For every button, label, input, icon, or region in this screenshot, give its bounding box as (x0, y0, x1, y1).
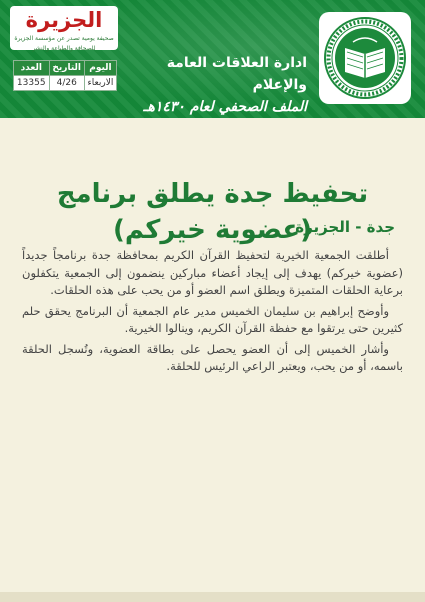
issue-values-row (14, 76, 117, 91)
page-header (0, 0, 425, 118)
quran-emblem-icon (323, 16, 407, 100)
newspaper-name: الجزيرة (25, 8, 103, 32)
footer-band (0, 592, 425, 602)
article-dateline: جدة - الجزيرة (295, 218, 395, 236)
day-value: الاربعاء (84, 76, 116, 91)
society-logo (319, 12, 411, 104)
newspaper-logo (10, 6, 118, 50)
date-value: 4/26 (49, 76, 84, 91)
date-header: التاريخ (49, 61, 84, 76)
article-paragraph: وأشار الخميس إلى أن العضو يحصل على بطاقة العضوية، وتُسجل الحلقة باسمه، أو من يحب، ويعتبر الراعي الرئيس للحلقة. (22, 341, 403, 373)
department-name: ادارة العلاقات العامة والإعلام (166, 55, 307, 93)
article-paragraph: أطلقت الجمعية الخيرية لتحفيظ القرآن الكريم بمحافظة جدة برنامجاً جديداً (عضوية خيركم) يهدف إلى إيجاد أعضاء مباركين ينضمون إلى الجمعية يتكفلون برعاية الحلقات المتميزة ويطلق اسم العضو أو من يحب على هذه الحلقات. (22, 248, 403, 297)
day-header: اليوم (84, 61, 116, 76)
article-paragraph: وأوضح إبراهيم بن سليمان الخميس مدير عام الجمعية أن البرنامج يحقق حلم كثيرين حتى يرتقوا مع حفظة القرآن الكريم، وينالوا الخيرية. (22, 303, 403, 335)
article-body (22, 247, 403, 379)
article-title: تحفيظ جدة يطلق برنامج (عضوية خيركم) (56, 179, 369, 245)
newspaper-slogan: صحيفة يومية تصدر عن مؤسسة الجزيرة للصحافة والطباعة والنشر (14, 35, 114, 52)
department-title (117, 52, 307, 118)
issue-number-value: 13355 (14, 76, 50, 91)
issue-info-table (13, 60, 117, 91)
press-file-label: الملف الصحفي لعام ١٤٣٠هـ (143, 99, 307, 115)
issue-header-row (14, 61, 117, 76)
issue-number-header: العدد (14, 61, 50, 76)
